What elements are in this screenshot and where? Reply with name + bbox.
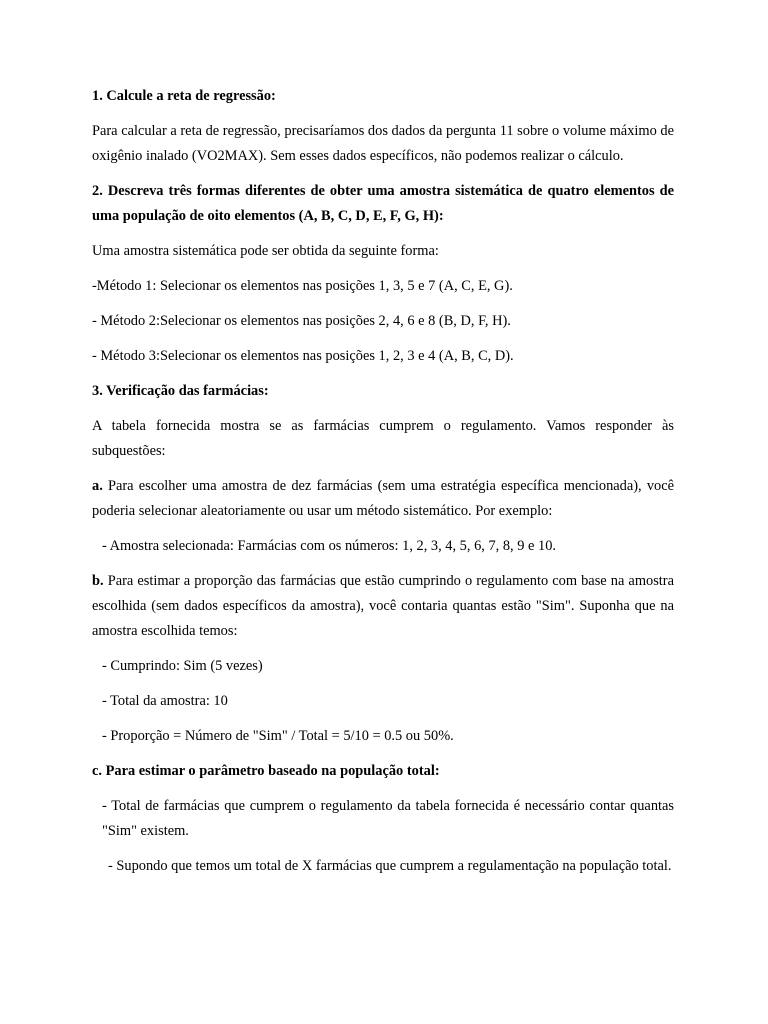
subquestion-c-heading: c. Para estimar o parâmetro baseado na população total: — [92, 763, 440, 779]
subquestion-c-item-2: - Supondo que temos um total de X farmácias que cumprem a regulamentação na população total. — [108, 858, 672, 874]
document-page — [92, 84, 674, 889]
subquestion-b-item-2: - Total da amostra: 10 — [102, 693, 228, 709]
subquestion-a — [92, 474, 674, 524]
method-item-2: - Método 2:Selecionar os elementos nas posições 2, 4, 6 e 8 (B, D, F, H). — [92, 313, 511, 329]
subquestion-a-sample: - Amostra selecionada: Farmácias com os números: 1, 2, 3, 4, 5, 6, 7, 8, 9 e 10. — [102, 538, 557, 554]
section-1-heading: 1. Calcule a reta de regressão: — [92, 88, 276, 104]
subquestion-a-label: a. — [92, 478, 103, 494]
method-item-1: -Método 1: Selecionar os elementos nas posições 1, 3, 5 e 7 (A, C, E, G). — [92, 278, 513, 294]
section-2-heading: 2. Descreva três formas diferentes de obter uma amostra sistemática de quatro elementos de uma população de oito elementos (A, B, C, D, E, F, G, H): — [92, 183, 674, 224]
subquestion-b — [92, 569, 674, 644]
method-item-3: - Método 3:Selecionar os elementos nas posições 1, 2, 3 e 4 (A, B, C, D). — [92, 348, 514, 364]
section-3-intro: A tabela fornecida mostra se as farmácias cumprem o regulamento. Vamos responder às subquestões: — [92, 418, 674, 459]
subquestion-b-item-3: - Proporção = Número de "Sim" / Total = 5/10 = 0.5 ou 50%. — [102, 728, 454, 744]
subquestion-b-item-1: - Cumprindo: Sim (5 vezes) — [102, 658, 263, 674]
section-3-heading: 3. Verificação das farmácias: — [92, 383, 269, 399]
subquestion-a-text: Para escolher uma amostra de dez farmácias (sem uma estratégia específica mencionada), você poderia selecionar aleatoriamente ou usar um método sistemático. Por exemplo: — [92, 478, 674, 519]
subquestion-b-text: Para estimar a proporção das farmácias que estão cumprindo o regulamento com base na amostra escolhida (sem dados específicos da amostra), você contaria quantas estão "Sim". Suponha que na amostra escolhida temos: — [92, 573, 674, 639]
subquestion-c-item-1: - Total de farmácias que cumprem o regulamento da tabela fornecida é necessário contar quantas "Sim" existem. — [102, 798, 674, 839]
subquestion-b-label: b. — [92, 573, 104, 589]
section-2-intro: Uma amostra sistemática pode ser obtida da seguinte forma: — [92, 243, 439, 259]
section-1-body: Para calcular a reta de regressão, precisaríamos dos dados da pergunta 11 sobre o volume máximo de oxigênio inalado (VO2MAX). Sem esses dados específicos, não podemos realizar o cálculo. — [92, 123, 674, 164]
